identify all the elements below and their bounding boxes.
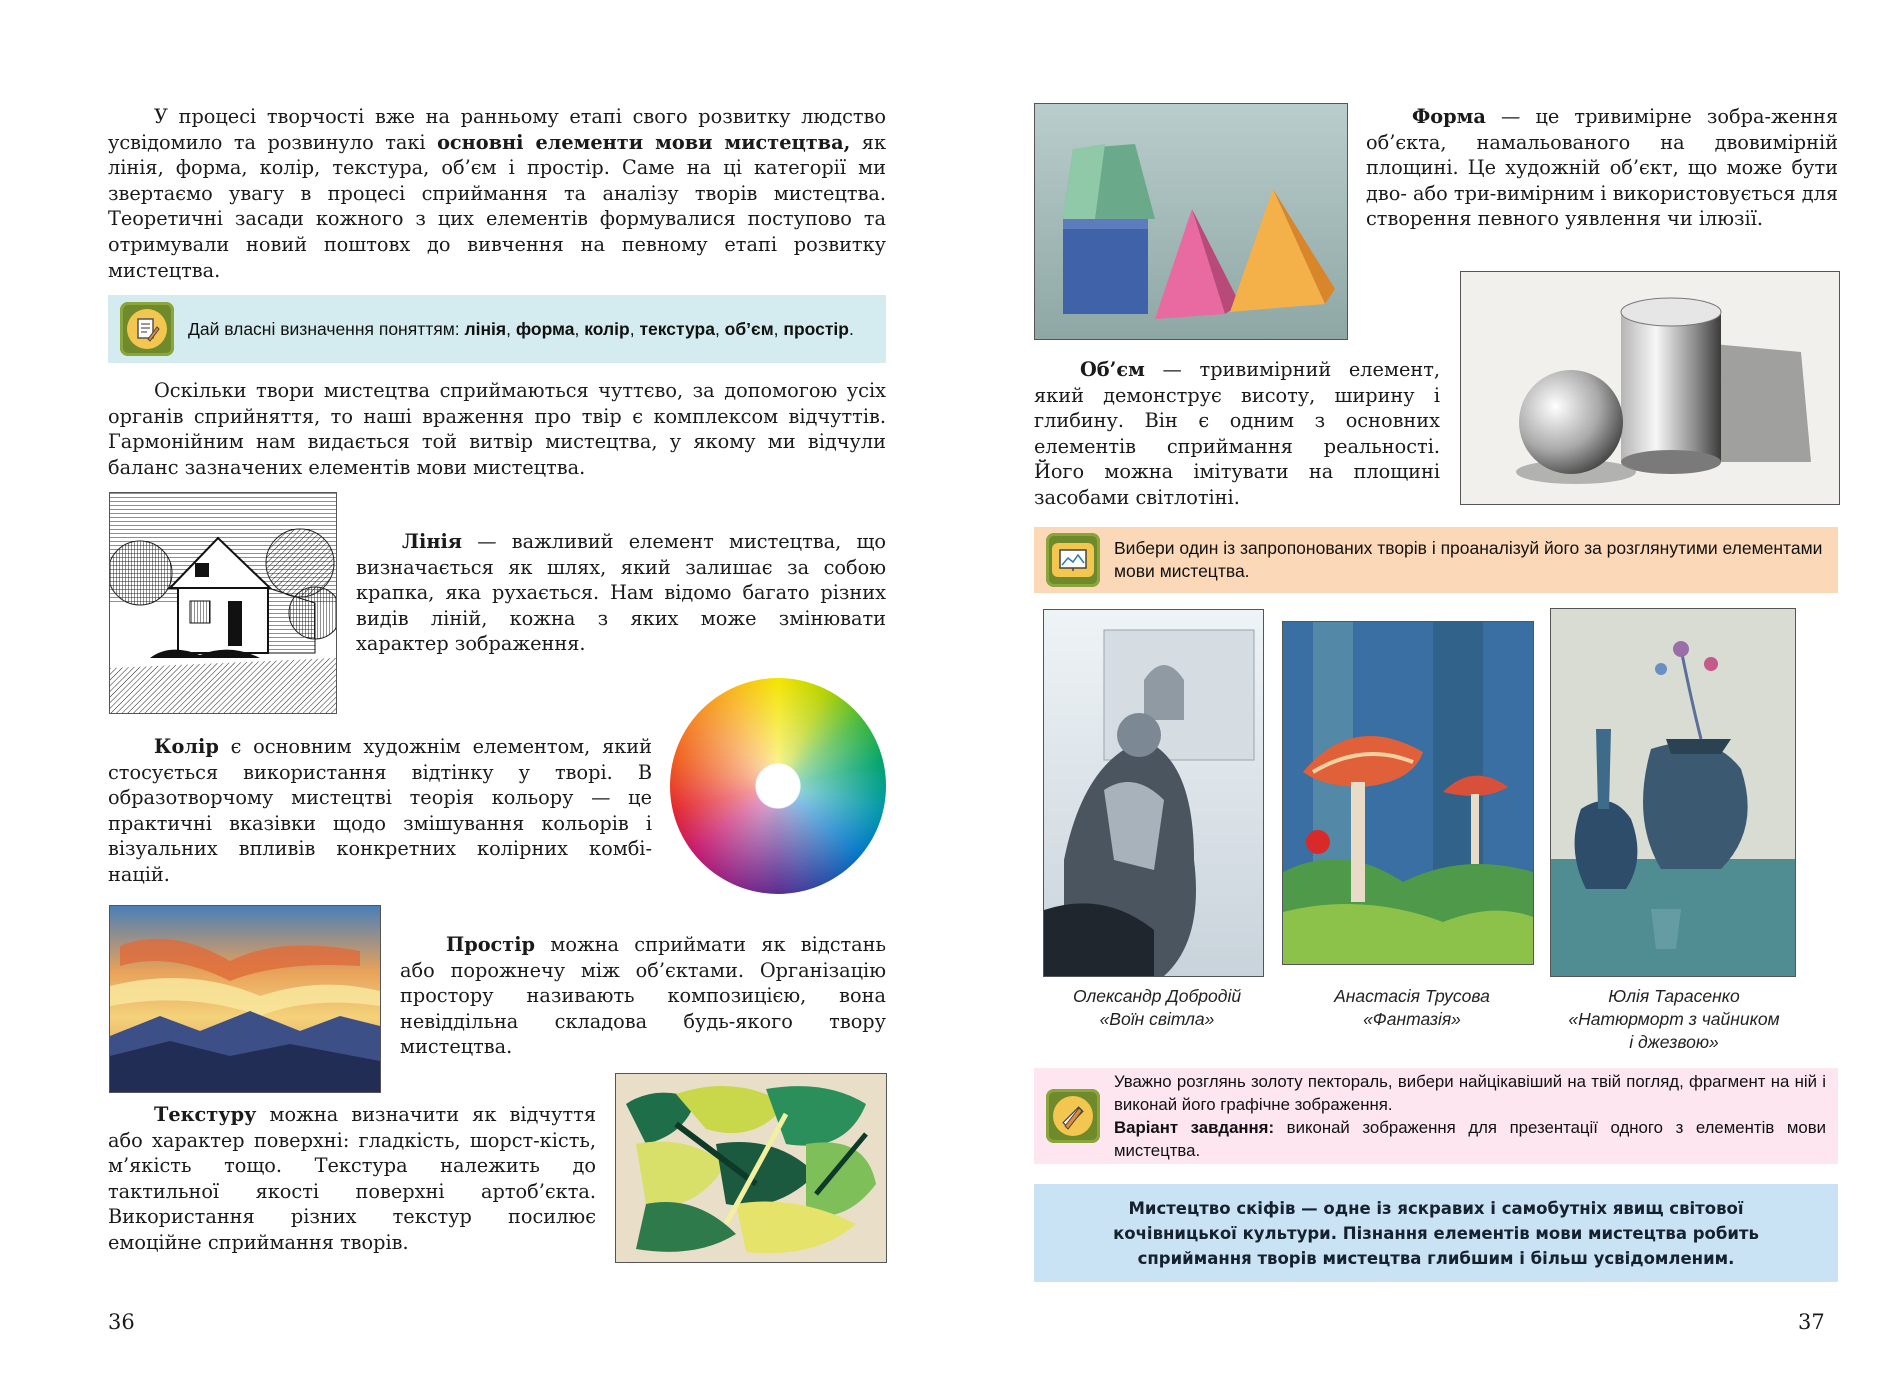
sunset-painting-image xyxy=(109,905,381,1093)
task-analyze-artwork xyxy=(1034,527,1838,593)
space-paragraph: Простір можна сприймати як відстань або порожнечу між об’єктами. Організацію простору називають композицією, вона невіддільна складова будь-якого твору мистецтва. xyxy=(400,933,886,1059)
pencil-ruler-icon xyxy=(1046,1089,1100,1143)
sphere-cylinder-drawing-image xyxy=(1460,271,1840,505)
artwork-fantasy-image xyxy=(1282,621,1534,965)
summary-box: Мистецтво скіфів — одне із яскравих і самобутніх явищ світової кочівницької культури. Пізнання елементів мови мистецтва робить сприймання творів мистецтва глибшим і більш усвідомленим. xyxy=(1034,1184,1838,1282)
artwork-warrior-image xyxy=(1043,609,1264,977)
form-paragraph: Форма — це тривимірне зобра-ження об’єкта, намальованого на двовимірній площині. Це художній об’єкт, що може бути дво- або три-вимірним і використовується для створення певного уявлення чи ілюзії. xyxy=(1366,105,1838,231)
task-analyze-text: Вибери один із запропонованих творів і проаналізуй його за розглянутими елементами мови мистецтва. xyxy=(1114,538,1823,581)
page-number-left: 36 xyxy=(108,1310,135,1334)
notepad-pencil-icon xyxy=(120,302,174,356)
task-pectoral-text: Уважно розглянь золоту пектораль, вибери найцікавіший на твій погляд, фрагмент на ній і виконай його графічне зображення. Варіант завдання: виконай зображення для презентації одного з елементів мови мистецтва. xyxy=(1114,1072,1826,1160)
perception-paragraph: Оскільки твори мистецтва сприймаються чуттєво, за допомогою усіх органів сприйняття, то наші враження про твір є комплексом відчуттів. Гармонійним нам видається той витвір мистецтва, у якому ми відчули баланс зазначених елементів мови мистецтва. xyxy=(108,379,886,479)
intro-paragraph: У процесі творчості вже на ранньому етапі свого розвитку людство усвідомило та розвинуло такі основні елементи мови мистецтва, як лінія, форма, колір, текстура, об’єм і простір. Саме на ці категорії ми звертаємо увагу в процесі сприймання та аналізу творів мистецтва. Теоретичні засади кожного з цих елементів формувалися поступово та отримували новий поштовх до вивчення на певному етапі розвитку мистецтва. xyxy=(108,105,886,282)
color-wheel-image xyxy=(670,678,886,894)
caption-artwork-1: Олександр Добродій «Воїн світла» xyxy=(1072,986,1242,1029)
geometric-shapes-image xyxy=(1034,103,1348,340)
task-definitions xyxy=(108,295,886,363)
page-number-right: 37 xyxy=(1798,1310,1825,1334)
volume-paragraph: Об’єм — тривимірний елемент, який демонструє висоту, ширину і глибину. Він є одним з основних елементів сприймання реальності. Його можна імітувати на площині засобами світлотіні. xyxy=(1034,358,1440,509)
task-pectoral xyxy=(1034,1068,1838,1164)
texture-paragraph: Текстуру можна визначити як відчуття або характер поверхні: гладкість, шорст-кість, м’якість тощо. Текстура належить до тактильної якості поверхні артоб’єкта. Використання різних текстур посилює емоційне сприймання творів. xyxy=(108,1103,596,1254)
caption-artwork-3: Юлія Тарасенко «Натюрморт з чайником і джезвою» xyxy=(1568,986,1780,1052)
color-paragraph: Колір є основним художнім елементом, який стосується використання відтінку у творі. В образотворчому мистецтві теорія кольору — це практичні вказівки щодо змішування кольорів і візуальних впливів конкретних колірних комбі-націй. xyxy=(108,735,652,886)
right-page xyxy=(952,0,1904,1400)
painting-screen-icon xyxy=(1046,533,1100,587)
caption-artwork-2: Анастасія Трусова «Фантазія» xyxy=(1334,986,1490,1029)
task-definitions-text: Дай власні визначення поняттям: лінія, форма, колір, текстура, об’єм, простір. xyxy=(188,318,854,339)
line-paragraph: Лінія — важливий елемент мистецтва, що визначається як шлях, який залишає за собою крапка, яка рухається. Нам відомо багато різних видів ліній, кожна з яких може змінювати характер зображення. xyxy=(356,530,886,656)
texture-painting-image xyxy=(615,1073,887,1263)
house-engraving-image xyxy=(109,492,337,714)
artwork-still-life-image xyxy=(1550,608,1796,977)
